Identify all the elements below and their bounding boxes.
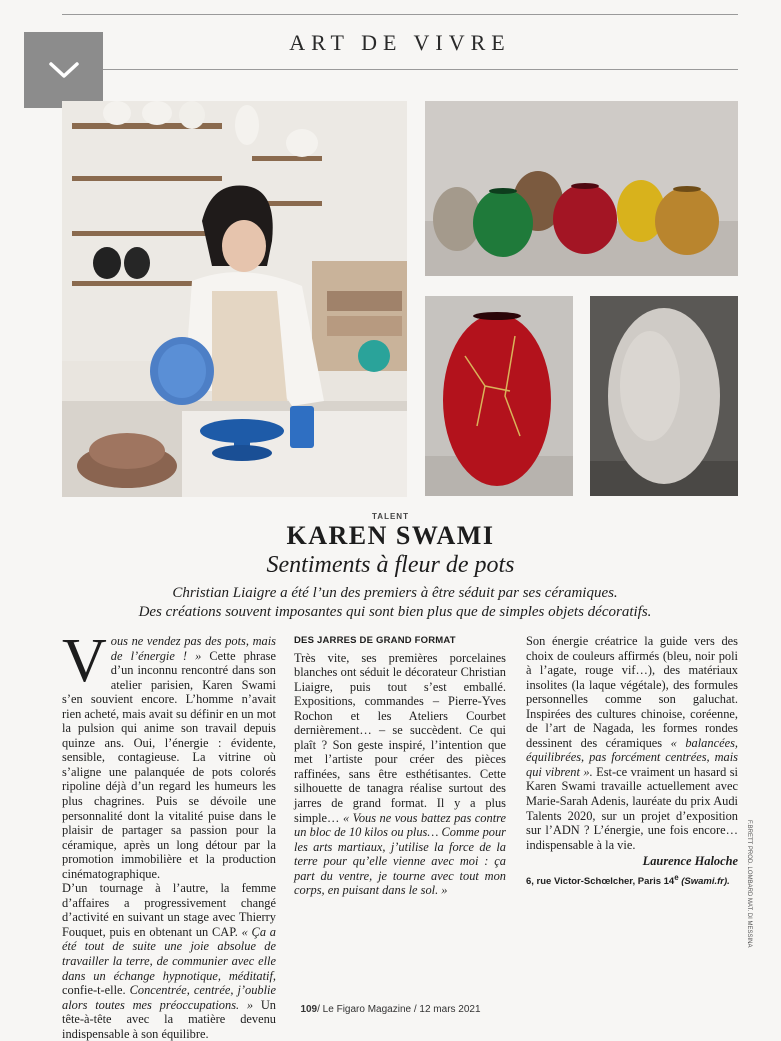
drop-cap: V [62, 627, 107, 695]
article-subhead: Sentiments à fleur de pots [266, 552, 515, 578]
address: 6, rue Victor-Schœlcher, Paris 14e (Swami.fr). [526, 872, 730, 887]
article-kicker: TALENT [372, 512, 409, 521]
website[interactable]: (Swami.fr). [681, 875, 730, 887]
paragraph-3: Très vite, ses premières porcelaines blanches ont séduit le décorateur Christian Liaigre, puis tout s’est emballé. Expositions, commandes – Pierre-Yves Rochon et les Ateliers Courbet dernièrement… – se succèdent. Ce qui plaît ? Son geste inspiré, l’intention que met l’artiste pour créer des pièces raffinées, sans être esthétisantes. Cette silhouette de tanagra réalise surtout des jarres de grand format. Il y a plus simple… « Vous ne vous battez pas contre un bloc de 10 kilos ou plus… Comme pour les arts martiaux, j’utilise la force de la terre pour qu’elle vienne avec moi : ça part du ventre, je tourne avec tout mon corps, en puisant dans le sol. » [294, 650, 506, 898]
top-rule [62, 14, 738, 15]
page-number: 109 [300, 1004, 318, 1015]
intro-line-1: Christian Liaigre a été l’un des premiers à être séduit par ses céramiques. [172, 585, 618, 601]
article-subtitle: DES JARRES DE GRAND FORMAT [294, 635, 456, 646]
paragraph-2: D’un tournage à l’autre, la femme d’affaires a progressivement changé d’activité en suivant un stage avec Thierry Fouquet, puis en obtenant un CAP. « Ça a été tout de suite une joie absolue de travailler la terre, de communier avec elle dans un échange hypnotique, méditatif, confie-t-elle. Concentrée, centrée, j’oublie alors toutes mes préoccupations. » Un tête-à-tête avec la matière devenu indispensable à son équilibre. [62, 881, 276, 1041]
article-column-2 [294, 634, 506, 898]
paragraph-1-text: Cette phrase d’un inconnu rencontré dans son atelier parisien, Karen Swami s’en souvient encore. L’homme n’avait rien acheté, mais avait su définir en un mot la pulsion qui anime son travail depuis quinze ans. Oui, l’énergie : évidente, sensible, contagieuse. La vitrine où s’aligne une palanquée de pots colorés ripoline déjà d’un regard les humeurs les plus chagrines. Puis se dévoile une personnalité dont la vitalité puise dans le plaisir de partager sa passion pour la céramique, après un long détour par la promotion immobilière et la production cinématographique. [62, 648, 276, 881]
article-column-1 [62, 627, 276, 1041]
intro-line-2: Des créations souvent imposantes qui sont bien plus que de simples objets décoratifs. [138, 604, 652, 620]
opening-quote: ous ne vendez pas des pots, mais de l’énergie ! » [110, 634, 276, 663]
paragraph-1 [62, 627, 276, 881]
article-column-3 [526, 634, 738, 889]
paragraph-4: Son énergie créatrice la guide vers des choix de couleurs affirmés (bleu, noir poli à l’agate, rouge vif…), des matériaux insolites (la laque végétale), des formules personnelles comme son galuchat. Inspirées des cultures chinoise, coréenne, de l’art de Nagada, les formes rondes dessinent des céramiques « balancées, équilibrées, pas forcément centrées, mais qui vibrent ». Est-ce vraiment un hasard si Karen Swami travaille actuellement avec Marie-Sarah Adenis, lauréate du prix Audi Talents 2020, sur un projet d’exposition sur l’ADN ? L’énergie, une fois encore… indispensable à la vie. [526, 634, 738, 852]
collapse-button[interactable] [24, 32, 103, 108]
article-headline: KAREN SWAMI [286, 521, 495, 550]
article-intro [60, 584, 730, 622]
section-rule [62, 69, 738, 70]
section-title: ART DE VIVRE [289, 30, 511, 55]
page-footer [0, 1004, 781, 1015]
artist-workshop-photo [62, 101, 407, 497]
pots-row-photo [425, 101, 738, 276]
grey-vase-photo [590, 296, 738, 496]
red-vase-photo [425, 296, 573, 496]
author-name: Laurence Haloche [642, 854, 738, 869]
magazine-issue: / Le Figaro Magazine / 12 mars 2021 [317, 1004, 481, 1015]
chevron-down-icon [47, 60, 81, 80]
photo-credit: F.BRETT PROD. LOMBARD MAT. DI MESSINA [746, 820, 752, 948]
